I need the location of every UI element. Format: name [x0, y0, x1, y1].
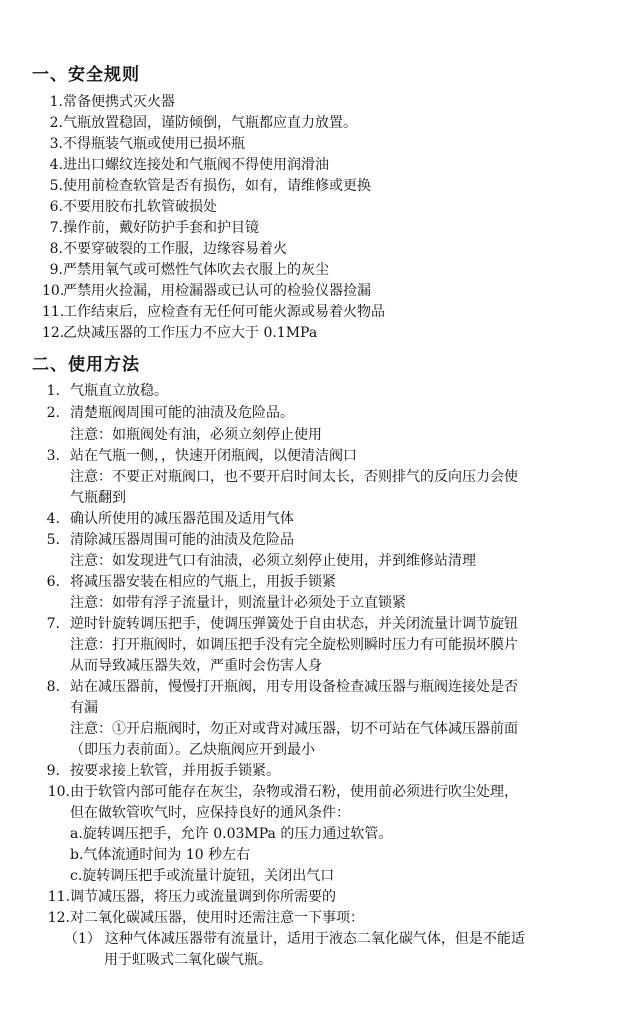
rule-item-12: 12.乙炔减压器的工作压力不应大于 0.1MPa — [42, 325, 318, 341]
rule-item-2: 2.气瓶放置稳固，谨防倾倒，气瓶都应直力放置。 — [49, 115, 357, 131]
rule-item-8: 8.不要穿破裂的工作服，边缘容易着火 — [49, 241, 287, 257]
rule-item-3: 3.不得瓶装气瓶或使用已损坏瓶 — [49, 136, 245, 152]
section-2-title: 二、使用方法 — [32, 355, 140, 375]
rule-item-9: 9.严禁用氧气或可燃性气体吹去衣服上的灰尘 — [49, 262, 329, 278]
rule-item-10: 10.严禁用火捡漏，用检漏器或已认可的检验仪器捡漏 — [42, 283, 371, 299]
step-1: 1. 气瓶直立放稳。 — [46, 383, 168, 399]
step-10-c: c.旋转调压把手或流量计旋钮，关闭出气口 — [70, 868, 335, 884]
step-3-note: 注意：不要正对瓶阀口，也不要开启时间太长，否则排气的反向压力会使 — [70, 469, 518, 485]
step-6: 6. 将减压器安装在相应的气瓶上，用扳手锁紧 — [46, 574, 336, 590]
step-10: 10.由于软管内部可能存在灰尘，杂物或滑石粉，使用前必须进行吹尘处理， — [47, 784, 518, 800]
rule-item-5: 5.使用前检查软管是否有损伤，如有，请维修或更换 — [49, 178, 371, 194]
rule-item-1: 1.常备便携式灭火器 — [49, 94, 175, 110]
step-2-note: 注意：如瓶阀处有油，必须立刻停止使用 — [70, 427, 322, 443]
step-12-sub-1-cont: 用于虹吸式二氧化碳气瓶。 — [104, 952, 272, 968]
rule-item-6: 6.不要用胶布扎软管破损处 — [49, 199, 217, 215]
circled-one-note: 注意：①开启瓶阀时，勿正对或背对减压器，切不可站在气体减压器前面 — [70, 721, 518, 737]
step-10-b: b.气体流通时间为 10 秒左右 — [70, 847, 251, 863]
step-8: 8. 站在减压器前，慢慢打开瓶阀，用专用设备检查减压器与瓶阀连接处是否 — [46, 679, 518, 695]
step-2: 2. 清楚瓶阀周围可能的油渍及危险品。 — [46, 405, 294, 421]
step-7-note-cont: 从而导致减压器失效，严重时会伤害人身 — [70, 658, 322, 674]
step-6-note: 注意：如带有浮子流量计，则流量计必须处于立直锁紧 — [70, 595, 406, 611]
section-1-title: 一、安全规则 — [32, 65, 140, 85]
rule-item-7: 7.操作前，戴好防护手套和护目镜 — [49, 220, 259, 236]
step-3-note-cont: 气瓶翻到 — [70, 490, 126, 506]
step-7-note: 注意：打开瓶阀时，如调压把手没有完全旋松则瞬时压力有可能损坏膜片 — [70, 637, 518, 653]
step-8-note-cont: （即压力表前面）。乙炔瓶阀应开到最小 — [70, 742, 315, 758]
step-8-note — [70, 719, 518, 739]
step-7: 7. 逆时针旋转调压把手，使调压弹簧处于自由状态，并关闭流量计调节旋钮 — [46, 616, 518, 632]
step-5-note: 注意：如发现进气口有油渍，必须立刻停止使用，并到维修站清理 — [70, 553, 476, 569]
step-12-sub-1: （1） 这种气体减压器带有流量计，适用于液态二氧化碳气体，但是不能适 — [64, 931, 525, 947]
rule-item-4: 4.进出口螺纹连接处和气瓶阀不得使用润滑油 — [49, 157, 329, 173]
step-11: 11.调节减压器，将压力或流量调到你所需要的 — [47, 889, 336, 905]
step-8-cont: 有漏 — [70, 700, 98, 716]
step-12: 12.对二氧化碳减压器，使用时还需注意一下事项： — [47, 910, 364, 926]
step-5: 5. 清除减压器周围可能的油渍及危险品 — [46, 532, 294, 548]
step-10-a: a.旋转调压把手，允许 0.03MPa 的压力通过软管。 — [70, 826, 393, 842]
step-10-cont: 但在做软管吹气时，应保持良好的通风条件： — [70, 805, 350, 821]
rule-item-11: 11.工作结束后，应检查有无任何可能火源或易着火物品 — [42, 304, 385, 320]
step-9: 9. 按要求接上软管，并用扳手锁紧。 — [46, 763, 280, 779]
step-3: 3. 站在气瓶一侧，，快速开闭瓶阀，以便清洁阀口 — [46, 448, 357, 464]
step-4: 4. 确认所使用的减压器范围及适用气体 — [46, 511, 294, 527]
